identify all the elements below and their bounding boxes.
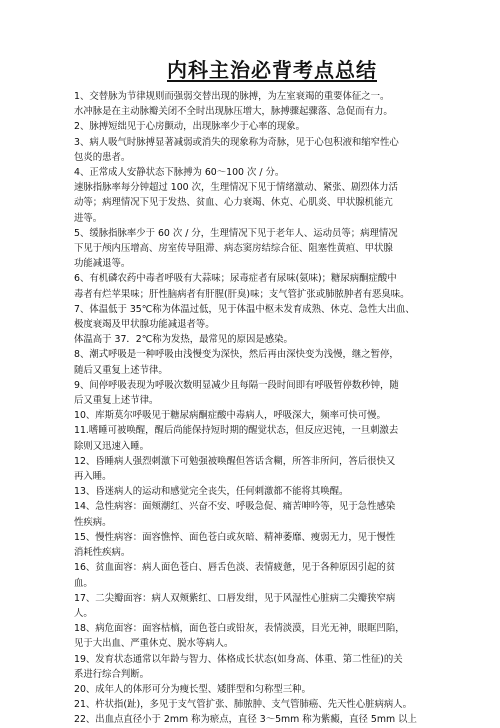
text-line: 3、病人吸气时脉搏显著减弱或消失的现象称为奇脉，见于心包积液和缩窄性心	[74, 136, 399, 148]
document-body	[74, 89, 470, 728]
text-line: 4、正常成人安静状态下脉搏为 60～100 次 / 分。	[74, 167, 285, 179]
text-line: 14、急性病容：面颊潮红、兴奋不安、呼吸急促、痛苦呻吟等，见于急性感染	[74, 501, 396, 513]
text-line: 9、间停呼吸表现为呼吸次数明显减少且每隔一段时间即有呼吸暂停数秒钟，随	[74, 379, 399, 391]
text-line: 7、体温低于 35℃称为体温过低，见于体温中枢未发育成熟、休克、急性大出血、	[74, 303, 415, 315]
page-title: 内科主治必背考点总结	[167, 58, 377, 82]
text-line: 5、缓脉指脉率少于 60 次 / 分，生理情况下见于老年人、运动员等；病理情况	[74, 227, 398, 239]
text-line: 22、出血点直径小于 2mm 称为瘀点，直径 3～5mm 称为紫癜，直径 5mm 以上	[74, 714, 417, 726]
text-line: 11.嗜睡可被唤醒，醒后尚能保持短时期的醒觉状态，但反应迟钝，一旦刺激去	[74, 425, 399, 437]
text-line: 水冲脉是在主动脉瓣关闭不全时出现脉压增大，脉搏骤起骤落、急促而有力。	[74, 106, 393, 118]
text-line: 21、杵状指(趾)，多见于支气管扩张、肺脓肿、支气管肺癌、先天性心脏病病人。	[74, 699, 412, 711]
text-line: 随后又重复上述节律。	[74, 364, 168, 376]
text-line: 2、脉搏短绌见于心房颤动，出现脉率少于心率的现象。	[74, 121, 305, 133]
text-line: 系进行综合判断。	[74, 668, 150, 680]
text-line: 13、昏迷病人的运动和感觉完全丧失，任何刺激都不能将其唤醒。	[74, 486, 349, 498]
text-line: 6、有机磷农药中毒者呼吸有大蒜味；尿毒症者有尿味(氨味)；糖尿病酮症酸中	[74, 273, 397, 285]
text-line: 极度衰竭及甲状腺功能减退者等。	[74, 319, 215, 331]
text-line: 除则又迅速入睡。	[74, 440, 150, 452]
text-line: 毒者有烂苹果味；肝性脑病者有肝腥(肝臭)味；支气管扩张或肺脓肿者有恶臭味。	[74, 288, 410, 300]
text-line: 血。	[74, 577, 93, 589]
text-line: 17、二尖瓣面容：病人双颊紫红、口唇发绀，见于风湿性心脏病二尖瓣狭窄病	[74, 592, 396, 604]
text-line: 15、慢性病容：面容憔悴、面色苍白或灰暗、精神萎靡、瘦弱无力，见于慢性	[74, 531, 396, 543]
text-line: 性疾病。	[74, 516, 112, 528]
text-line: 1、交替脉为节律规则而强弱交替出现的脉搏，为左室衰竭的重要体征之一。	[74, 91, 390, 102]
text-line: 16、贫血面容：病人面色苍白、唇舌色淡、表情疲惫，见于各种原因引起的贫	[74, 562, 396, 574]
text-line: 20、成年人的体形可分为瘦长型、矮胖型和匀称型三种。	[74, 683, 311, 695]
text-line: 再入睡。	[74, 471, 112, 483]
text-line: 18、病危面容：面容枯槁，面色苍白或铅灰，表情淡漠，目光无神，眼眶凹陷，	[74, 623, 405, 635]
text-line: 人。	[74, 607, 93, 619]
text-line: 19、发育状态通常以年龄与智力、体格成长状态(如身高、体重、第二性征)的关	[74, 653, 403, 665]
text-line: 包炎的患者。	[74, 151, 131, 163]
text-line: 8、潮式呼吸是一种呼吸由浅慢变为深快，然后再由深快变为浅慢，继之暂停，	[74, 349, 399, 361]
text-line: 体温高于 37．2℃称为发热，最常见的原因是感染。	[74, 334, 293, 346]
text-line: 速脉指脉率每分钟超过 100 次，生理情况下见于情绪激动、紧张、剧烈体力活	[74, 182, 398, 194]
text-line: 动等；病理情况下见于发热、贫血、心力衰竭、休克、心肌炎、甲状腺机能亢	[74, 197, 393, 209]
text-line: 消耗性疾病。	[74, 547, 131, 559]
text-line: 12、昏睡病人强烈刺激下可勉强被唤醒但答话含糊，所答非所问，答后很快又	[74, 455, 396, 467]
text-line: 10、库斯莫尔呼吸见于糖尿病酮症酸中毒病人，呼吸深大，频率可快可慢。	[74, 410, 386, 422]
text-line: 功能减退等。	[74, 258, 131, 270]
text-line: 下见于颅内压增高、房室传导阻滞、病态窦房结综合征、阻塞性黄疸、甲状腺	[74, 243, 393, 255]
text-line: 见于大出血、严重休克、脱水等病人。	[74, 638, 234, 650]
text-line: 后又重复上述节律。	[74, 395, 159, 407]
text-line: 进等。	[74, 212, 103, 224]
